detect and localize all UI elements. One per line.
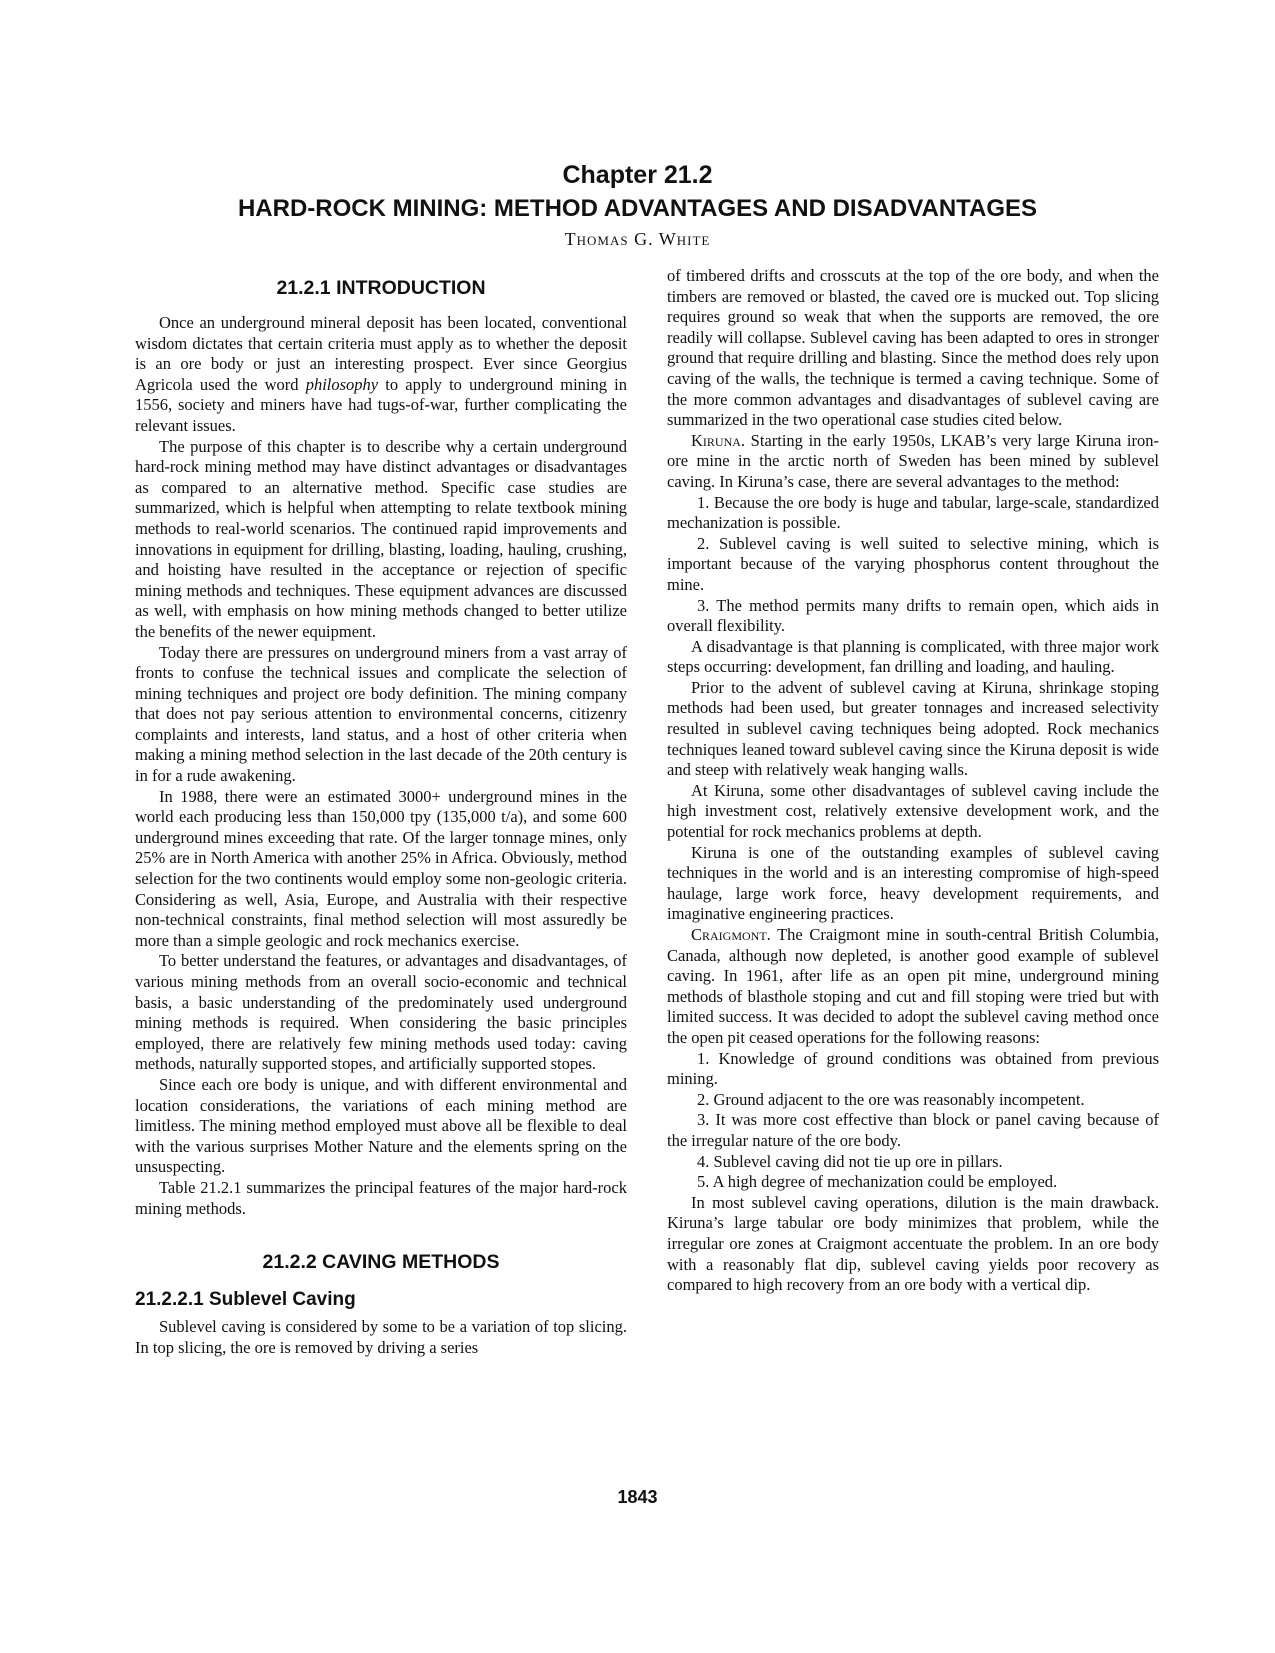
list-item: 1. Because the ore body is huge and tabular, large-scale, standardized mechanization is possible.	[667, 492, 1159, 533]
paragraph-kiruna: Kiruna. Starting in the early 1950s, LKAB’s very large Kiruna iron-ore mine in the arctic north of Sweden has been mined by sublevel caving. In Kiruna’s case, there are several advantages to the method:	[667, 430, 1159, 491]
paragraph: Once an underground mineral deposit has been located, conventional wisdom dictates that certain criteria must apply as to whether the deposit is an ore body or just an interesting prospect. Ever since Georgius Agricola used the word philosophy to apply to underground mining in 1556, society and miners have had tugs-of-war, further complicating the relevant issues.	[135, 313, 627, 435]
chapter-number: Chapter 21.2	[562, 161, 713, 189]
list-item: 2. Sublevel caving is well suited to selective mining, which is important because of the varying phosphorus content throughout the mine.	[667, 533, 1159, 594]
case-label-kiruna: Kiruna.	[691, 430, 746, 450]
paragraph: Kiruna is one of the outstanding examples of sublevel caving techniques in the world and is an interesting compromise of high-speed haulage, large work force, heavy development requirements, and imaginative engineering practices.	[667, 842, 1159, 924]
case-label-craigmont: Craigmont.	[691, 925, 771, 944]
paragraph: Since each ore body is unique, and with different environmental and location considerations, the variations of each mining method are limitless. The mining method employed must above all be flexible to deal with the various surprises Mother Nature and the elements spring on the unsuspecting.	[135, 1074, 627, 1177]
page-number: 1843	[617, 1487, 658, 1507]
paragraph: In most sublevel caving operations, dilution is the main drawback. Kiruna’s large tabular ore body minimizes that problem, while the irregular ore zones at Craigmont accentuate the problem. In an ore body with a reasonably flat dip, sublevel caving yields poor recovery as compared to high recovery from an ore body with a vertical dip.	[667, 1192, 1159, 1295]
list-item: 4. Sublevel caving did not tie up ore in pillars.	[697, 1151, 1003, 1171]
list-item: 3. It was more cost effective than block or panel caving because of the irregular nature of the ore body.	[667, 1110, 1159, 1150]
paragraph: of timbered drifts and crosscuts at the top of the ore body, and when the timbers are removed or blasted, the caved ore is mucked out. Top slicing requires ground so weak that when the supports are removed, the ore readily will collapse. Sublevel caving has been adapted to ores in stronger ground that require drilling and blasting. Since the method does rely upon caving of the walls, the technique is termed a caving technique. Some of the more common advantages and disadvantages of sublevel caving are summarized in the two operational case studies cited below.	[667, 266, 1159, 430]
paragraph: The purpose of this chapter is to describe why a certain underground hard-rock mining method may have distinct advantages or disadvantages as compared to an alternative method. Specific case studies are summarized, which is helpful when attempting to relate textbook mining methods to real-world scenarios. The continued rapid improvements and innovations in equipment for drilling, blasting, loading, hauling, crushing, and hoisting have resulted in the acceptance or rejection of specific mining methods and techniques. These equipment advances are discussed as well, with emphasis on how mining methods changed to better utilize the benefits of the newer equipment.	[135, 436, 627, 641]
subsection-heading-sublevel-caving: 21.2.2.1 Sublevel Caving	[135, 1289, 356, 1311]
paragraph: Sublevel caving is considered by some to be a variation of top slicing. In top slicing, the ore is removed by driving a series	[135, 1317, 627, 1357]
list-item: 3. The method permits many drifts to remain open, which aids in overall flexibility.	[667, 595, 1159, 636]
chapter-title: HARD-ROCK MINING: METHOD ADVANTAGES AND DISADVANTAGES	[237, 195, 1038, 222]
paragraph: Table 21.2.1 summarizes the principal features of the major hard-rock mining methods.	[135, 1177, 627, 1218]
list-item: 5. A high degree of mechanization could be employed.	[697, 1172, 1058, 1192]
section-heading-introduction: 21.2.1 INTRODUCTION	[276, 277, 486, 299]
list-item: 2. Ground adjacent to the ore was reasonably incompetent.	[697, 1089, 1085, 1109]
paragraph: Prior to the advent of sublevel caving at Kiruna, shrinkage stoping methods had been used, but greater tonnages and increased selectivity resulted in sublevel caving techniques being adopted. Rock mechanics techniques leaned toward sublevel caving since the Kiruna deposit is wide and steep with relatively weak hanging walls.	[667, 677, 1159, 780]
list-item: 1. Knowledge of ground conditions was obtained from previous mining.	[667, 1048, 1159, 1089]
paragraph-craigmont: Craigmont. The Craigmont mine in south-central British Columbia, Canada, although now depleted, is another good example of sublevel caving. In 1961, after life as an open pit mine, underground mining methods of blasthole stoping and cut and fill stoping were tried but with limited success. It was decided to adopt the sublevel caving method once the open pit ceased operations for the following reasons:	[667, 925, 1159, 1047]
left-column	[135, 275, 627, 1358]
section-heading-caving-methods: 21.2.2 CAVING METHODS	[262, 1251, 500, 1274]
paragraph: At Kiruna, some other disadvantages of sublevel caving include the high investment cost, relatively extensive development work, and the potential for rock mechanics problems at depth.	[667, 780, 1159, 842]
chapter-author: Thomas G. White	[564, 229, 711, 249]
paragraph: To better understand the features, or advantages and disadvantages, of various mining methods from an overall socio-economic and technical basis, a basic understanding of the predominately used underground mining methods is required. When considering the basic principles employed, there are relatively few mining methods used today: caving methods, naturally supported stopes, and artificially supported stopes.	[135, 951, 627, 1074]
paragraph: A disadvantage is that planning is complicated, with three major work steps occurring: development, fan drilling and loading, and hauling.	[667, 636, 1159, 677]
right-column	[667, 266, 1159, 1296]
paragraph: In 1988, there were an estimated 3000+ underground mines in the world each producing less than 150,000 tpy (135,000 t/a), and some 600 underground mines exceeding that rate. Of the larger tonnage mines, only 25% are in North America with another 25% in Africa. Obviously, method selection for the two continents would employ some non-geologic criteria. Considering as well, Asia, Europe, and Australia with their respective non-technical constraints, final method selection will most assuredly be more than a simple geologic and rock mechanics exercise.	[135, 786, 627, 950]
paragraph: Today there are pressures on underground miners from a vast array of fronts to confuse the technical issues and complicate the selection of mining techniques and project ore body definition. The mining company that does not pay serious attention to environmental concerns, citizenry complaints and interests, land status, and a host of other criteria when making a mining method selection in the last decade of the 20th century is in for a rude awakening.	[135, 642, 627, 786]
